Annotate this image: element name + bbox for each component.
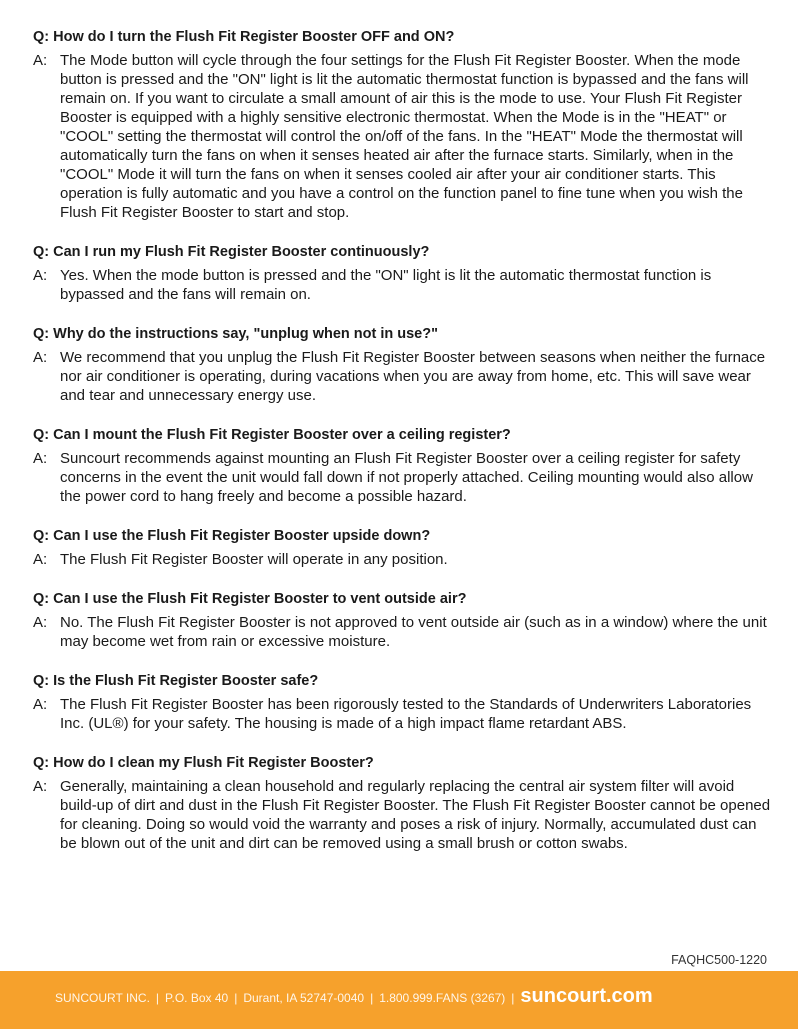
answer-prefix: A:: [33, 349, 48, 366]
answer-prefix: A:: [33, 778, 48, 795]
faq-question: Q: Can I run my Flush Fit Register Booster continuously?: [33, 244, 430, 260]
faq-answer: [33, 613, 773, 651]
faq-item: [33, 590, 773, 651]
answer-prefix: A:: [33, 450, 48, 467]
footer-separator: |: [370, 991, 374, 1005]
faq-item: [33, 754, 773, 853]
faq-question: Q: How do I clean my Flush Fit Register Booster?: [33, 755, 374, 771]
answer-text: The Mode button will cycle through the four settings for the Flush Fit Register Booster. When the mode button is pressed and the "ON" light is lit the automatic thermostat function is bypassed and the fans will remain on. If you want to circulate a small amount of air this is the mode to use. Your Flush Fit Register Booster is equipped with a highly sensitive electronic thermostat. When the Mode is in the "HEAT" or "COOL" setting the thermostat will control the on/off of the fans. In the "HEAT" Mode the thermostat will automatically turn the fans on when it senses heated air after the furnace starts. Similarly, when in the "COOL" Mode it will turn the fans on when it senses cooled air after your air conditioner starts. This operation is fully automatic and you have a control on the function panel to fine tune when you wish the Flush Fit Register Booster to start and stop.: [60, 52, 749, 221]
answer-prefix: A:: [33, 267, 48, 284]
footer-website-link[interactable]: suncourt.com: [520, 985, 653, 1007]
faq-item: [33, 325, 773, 405]
footer-separator: |: [155, 991, 160, 1005]
footer-separator: |: [234, 991, 238, 1005]
footer-po-box: P.O. Box 40: [165, 991, 229, 1005]
faq-answer: [33, 266, 773, 304]
footer-city: Durant, IA 52747-0040: [243, 991, 365, 1005]
answer-text: Yes. When the mode button is pressed and the "ON" light is lit the automatic thermostat function is bypassed and the fans will remain on.: [60, 267, 712, 303]
answer-text: Suncourt recommends against mounting an Flush Fit Register Booster over a ceiling register for safety concerns in the event the unit would fall down if not properly attached. Ceiling mounting would also allow the power cord to hang freely and become a possible hazard.: [60, 450, 753, 505]
answer-text: No. The Flush Fit Register Booster is not approved to vent outside air (such as in a window) where the unit may become wet from rain or excessive moisture.: [60, 614, 767, 650]
faq-question: Q: Why do the instructions say, "unplug when not in use?": [33, 326, 438, 342]
faq-item: [33, 672, 773, 733]
footer-phone: 1.800.999.FANS (3267): [379, 991, 506, 1005]
faq-item: [33, 527, 773, 569]
faq-question: Q: Can I use the Flush Fit Register Booster upside down?: [33, 528, 431, 544]
faq-item: [33, 426, 773, 506]
answer-text: The Flush Fit Register Booster has been rigorously tested to the Standards of Underwriters Laboratories Inc. (UL®) for your safety. The housing is made of a high impact flame retardant ABS.: [60, 696, 752, 732]
document-code: FAQHC500-1220: [671, 953, 767, 967]
answer-prefix: A:: [33, 551, 48, 568]
footer-separator: |: [511, 991, 515, 1005]
faq-answer: [33, 348, 773, 405]
faq-question: Q: Can I use the Flush Fit Register Booster to vent outside air?: [33, 591, 467, 607]
faq-question: Q: Can I mount the Flush Fit Register Booster over a ceiling register?: [33, 427, 511, 443]
answer-prefix: A:: [33, 696, 48, 713]
faq-answer: [33, 695, 773, 733]
faq-item: [33, 243, 773, 304]
answer-prefix: A:: [33, 614, 48, 631]
footer-contact: [55, 985, 653, 1008]
answer-text: We recommend that you unplug the Flush Fit Register Booster between seasons when neither the furnace nor air conditioner is operating, during vacations when you are away from home, etc. This will save wear and tear and unnecessary energy use.: [60, 349, 766, 404]
faq-answer: [33, 51, 773, 222]
faq-question: Q: How do I turn the Flush Fit Register Booster OFF and ON?: [33, 29, 455, 45]
faq-answer: [33, 550, 773, 569]
answer-text: The Flush Fit Register Booster will operate in any position.: [60, 551, 448, 568]
faq-list: [33, 28, 773, 874]
footer-bar: [0, 971, 798, 1029]
answer-text: Generally, maintaining a clean household and regularly replacing the central air system filter will avoid build-up of dirt and dust in the Flush Fit Register Booster. The Flush Fit Register Booster cannot be opened for cleaning. Doing so would void the warranty and poses a risk of injury. Normally, accumulated dust can be blown out of the unit and dirt can be removed using a small brush or cotton swabs.: [60, 778, 771, 852]
faq-question: Q: Is the Flush Fit Register Booster safe?: [33, 673, 319, 689]
answer-prefix: A:: [33, 52, 48, 69]
faq-item: [33, 28, 773, 222]
faq-answer: [33, 449, 773, 506]
footer-company: SUNCOURT INC.: [55, 991, 150, 1005]
faq-answer: [33, 777, 773, 853]
